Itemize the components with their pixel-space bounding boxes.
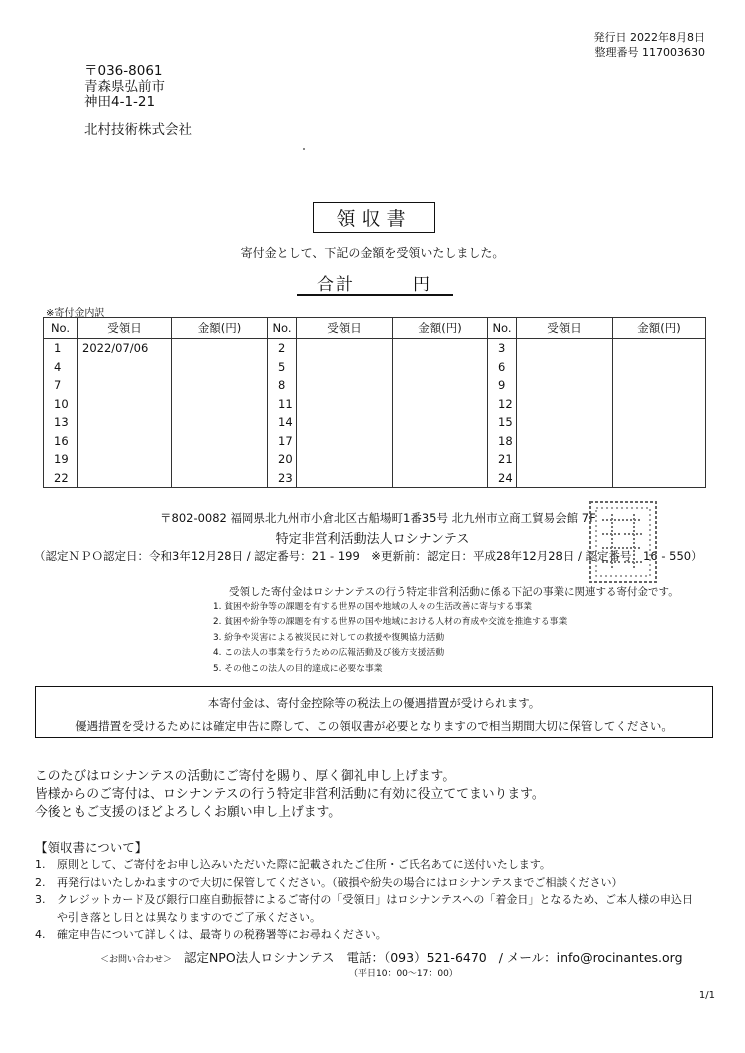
amount xyxy=(172,339,268,358)
row-number: 3 xyxy=(488,339,517,358)
table-header-cell: No. xyxy=(488,318,517,339)
table-row xyxy=(44,376,706,395)
row-number: 6 xyxy=(488,358,517,377)
note-number: 2. xyxy=(35,875,46,889)
table-row xyxy=(44,450,706,469)
row-number: 17 xyxy=(268,432,297,451)
received-date xyxy=(78,432,172,451)
table-header-cell: 金額(円) xyxy=(613,318,706,339)
official-seal xyxy=(588,500,658,584)
table-header-cell: No. xyxy=(44,318,78,339)
table-row xyxy=(44,413,706,432)
received-date xyxy=(297,376,393,395)
row-number: 16 xyxy=(44,432,78,451)
row-number: 24 xyxy=(488,469,517,488)
received-date xyxy=(297,469,393,488)
contact-hours: （平日10：00～17：00） xyxy=(349,969,458,979)
received-date xyxy=(297,450,393,469)
row-number: 15 xyxy=(488,413,517,432)
purpose-list xyxy=(213,600,567,677)
amount xyxy=(393,358,488,377)
row-number: 8 xyxy=(268,376,297,395)
amount xyxy=(613,432,706,451)
recipient-address xyxy=(84,64,165,111)
purpose-intro: 受領した寄付金はロシナンテスの行う特定非営利活動に係る下記の事業に関連する寄付金です。 xyxy=(229,586,679,598)
row-number: 23 xyxy=(268,469,297,488)
row-number: 20 xyxy=(268,450,297,469)
receipt-intro: 寄付金として、下記の金額を受領いたしました。 xyxy=(240,246,505,260)
note-number: 3. xyxy=(35,893,46,906)
note-number: 4. xyxy=(35,928,46,941)
row-number: 7 xyxy=(44,376,78,395)
amount xyxy=(613,339,706,358)
received-date xyxy=(78,376,172,395)
page-number: 1/1 xyxy=(698,990,715,1001)
received-date xyxy=(78,395,172,414)
header-meta xyxy=(594,30,706,60)
table-row xyxy=(44,432,706,451)
note-item xyxy=(35,874,695,892)
about-notes xyxy=(35,856,695,944)
org-certification: （認定ＮＰＯ認定日：令和3年12月28日 / 認定番号：21 - 199 ※更新前：認定日：平成28年12月28日 / 認定番号：16 - 550） xyxy=(34,549,703,563)
received-date xyxy=(297,413,393,432)
thanks-line: 皆様からのご寄付は、ロシナンテスの行う特定非営利活動に有効に役立ててまいります。 xyxy=(35,787,545,802)
received-date xyxy=(297,432,393,451)
row-number: 9 xyxy=(488,376,517,395)
thanks-line: このたびはロシナンテスの活動にご寄付を賜り、厚く御礼申し上げます。 xyxy=(35,769,456,784)
received-date xyxy=(78,469,172,488)
issue-date: 発行日 2022年8月8日 xyxy=(593,31,705,44)
note-item xyxy=(35,891,695,926)
received-date xyxy=(78,413,172,432)
contact-org: 認定NPO法人ロシナンテス xyxy=(183,950,335,965)
recipient-company: 北村技術株式会社 xyxy=(84,122,192,138)
row-number: 22 xyxy=(44,469,78,488)
tax-notice-line2: 優遇措置を受けるためには確定申告に際して、この領収書が必要となりますので相当期間大切に保管してください。 xyxy=(75,719,673,733)
row-number: 13 xyxy=(44,413,78,432)
note-number: 1. xyxy=(35,858,46,871)
receipt-title: 領収書 xyxy=(313,202,435,233)
row-number: 18 xyxy=(488,432,517,451)
table-row xyxy=(44,395,706,414)
recipient-city: 青森県弘前市 xyxy=(84,78,165,95)
row-number: 5 xyxy=(268,358,297,377)
purpose-item: 1. 貧困や紛争等の課題を有する世界の国や地域の人々の生活改善に寄与する事業 xyxy=(213,602,533,612)
org-address: 〒802-0082 福岡県北九州市小倉北区古船場町1番35号 北九州市立商工貿易会館 7F xyxy=(160,511,596,525)
row-number: 11 xyxy=(268,395,297,414)
amount xyxy=(393,395,488,414)
table-header-cell: 金額(円) xyxy=(393,318,488,339)
received-date xyxy=(517,395,613,414)
table-row xyxy=(44,339,706,358)
table-header-cell: 受領日 xyxy=(78,318,172,339)
table-body xyxy=(44,339,706,488)
note-item xyxy=(35,926,695,944)
amount xyxy=(393,413,488,432)
amount xyxy=(172,358,268,377)
contact-phone: 電話：（093）521-6470 xyxy=(346,950,487,965)
amount xyxy=(172,413,268,432)
total-unit: 円 xyxy=(413,275,430,295)
row-number: 19 xyxy=(44,450,78,469)
contact-info xyxy=(100,948,683,966)
scan-speck xyxy=(303,148,305,150)
amount xyxy=(393,469,488,488)
table-header-cell: No. xyxy=(268,318,297,339)
note-text: 確定申告について詳しくは、最寄りの税務署等にお尋ねください。 xyxy=(57,928,387,941)
recipient-street: 神田4-1-21 xyxy=(84,94,156,110)
table-header-cell: 受領日 xyxy=(517,318,613,339)
row-number: 10 xyxy=(44,395,78,414)
total-amount xyxy=(297,270,453,296)
breakdown-label: ※寄付金内訳 xyxy=(46,308,105,319)
row-number: 2 xyxy=(268,339,297,358)
table-header-row xyxy=(44,318,706,339)
received-date xyxy=(517,450,613,469)
amount xyxy=(613,413,706,432)
amount xyxy=(613,395,706,414)
purpose-item: 4. この法人の事業を行うための広報活動及び後方支援活動 xyxy=(213,648,445,659)
reference-number: 整理番号 117003630 xyxy=(594,46,705,59)
received-date xyxy=(78,450,172,469)
received-date xyxy=(78,358,172,377)
received-date xyxy=(517,339,613,358)
thanks-line: 今後ともご支援のほどよろしくお願い申し上げます。 xyxy=(35,805,342,820)
received-date xyxy=(517,469,613,488)
amount xyxy=(393,339,488,358)
row-number: 14 xyxy=(268,413,297,432)
amount xyxy=(613,450,706,469)
row-number: 1 xyxy=(44,339,78,358)
amount xyxy=(172,395,268,414)
received-date xyxy=(297,395,393,414)
note-text: 再発行はいたしかねますので大切に保管してください。（破損や紛失の場合にはロシナンテスまでご相談ください） xyxy=(57,875,623,889)
table-row xyxy=(44,358,706,377)
received-date xyxy=(517,358,613,377)
amount xyxy=(172,469,268,488)
note-item xyxy=(35,856,695,874)
amount xyxy=(613,376,706,395)
thanks-message xyxy=(35,768,545,822)
table-header-cell: 受領日 xyxy=(297,318,393,339)
note-text: 原則として、ご寄付をお申し込みいただいた際に記載されたご住所・ご氏名あてに送付いたします。 xyxy=(57,858,551,871)
tax-notice-line1: 本寄付金は、寄付金控除等の税法上の優遇措置が受けられます。 xyxy=(207,696,541,710)
amount xyxy=(393,376,488,395)
table-row xyxy=(44,469,706,488)
received-date xyxy=(297,358,393,377)
received-date xyxy=(517,432,613,451)
contact-label: ＜お問い合わせ＞ xyxy=(100,955,173,965)
contact-email[interactable]: / メール：info@rocinantes.org xyxy=(498,950,683,965)
received-date: 2022/07/06 xyxy=(78,339,172,358)
amount xyxy=(172,432,268,451)
amount xyxy=(393,432,488,451)
amount xyxy=(613,358,706,377)
org-name: 特定非営利活動法人ロシナンテス xyxy=(275,532,470,547)
amount xyxy=(172,376,268,395)
row-number: 12 xyxy=(488,395,517,414)
row-number: 21 xyxy=(488,450,517,469)
received-date xyxy=(297,339,393,358)
purpose-item: 5. その他この法人の目的達成に必要な事業 xyxy=(213,663,383,674)
about-title: 【領収書について】 xyxy=(35,840,148,855)
row-number: 4 xyxy=(44,358,78,377)
donation-table xyxy=(43,317,706,488)
total-label: 合計 xyxy=(317,275,355,295)
purpose-item: 3. 紛争や災害による被災民に対しての救援や復興協力活動 xyxy=(213,632,445,643)
amount xyxy=(613,469,706,488)
amount xyxy=(393,450,488,469)
amount xyxy=(172,450,268,469)
tax-notice xyxy=(35,686,713,738)
table-header-cell: 金額(円) xyxy=(172,318,268,339)
received-date xyxy=(517,376,613,395)
purpose-item: 2. 貧困や紛争等の課題を有する世界の国や地域における人材の育成や交流を推進する事業 xyxy=(213,617,568,628)
recipient-postal: 〒036-8061 xyxy=(84,63,163,79)
note-text: クレジットカード及び銀行口座自動振替によるご寄付の「受領日」はロシナンテスへの「着金日」となるため、ご本人様の申込日や引き落とし日とは異なりますのでご了承ください。 xyxy=(57,893,693,924)
received-date xyxy=(517,413,613,432)
